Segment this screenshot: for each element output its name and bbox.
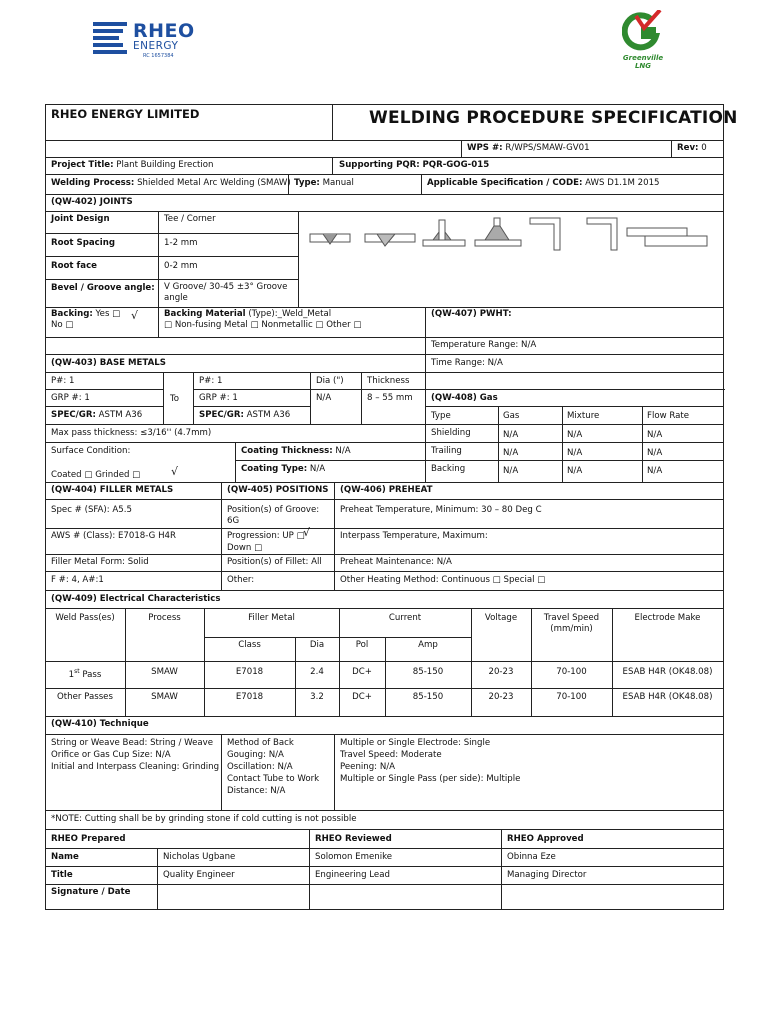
col-electrode-make: Electrode Make: [634, 613, 701, 623]
p-number-2: P#: 1: [199, 376, 223, 386]
surface-options[interactable]: Coated □ Grinded □: [51, 470, 141, 480]
filler-f-number: F #: 4, A#:1: [51, 575, 104, 585]
wps-number: WPS #: R/WPS/SMAW-GV01: [467, 143, 590, 153]
progression-down[interactable]: Down □: [227, 543, 263, 553]
technique-back-method: Method of Back: [227, 738, 294, 748]
signature-label: Signature / Date: [51, 887, 131, 897]
gas-row-trailing: Trailing: [431, 446, 462, 456]
spec-gr-2: SPEC/GR: ASTM A36: [199, 410, 291, 420]
table-cell: 20-23: [488, 692, 514, 702]
technique-heading: (QW-410) Technique: [51, 719, 149, 729]
table-cell: ESAB H4R (OK48.08): [622, 692, 713, 702]
p-number-1: P#: 1: [51, 376, 75, 386]
gas-row-backing: Backing: [431, 464, 466, 474]
col-filler-metal: Filler Metal: [248, 613, 295, 623]
dia-value: N/A: [316, 393, 332, 403]
surface-condition: Surface Condition:: [51, 446, 131, 456]
grp-number-2: GRP #: 1: [199, 393, 238, 403]
gas-cell: N/A: [567, 466, 583, 476]
root-spacing-label: Root Spacing: [51, 238, 115, 248]
gas-cell: N/A: [647, 466, 663, 476]
col-weld-passes: Weld Pass(es): [55, 613, 115, 623]
cutting-note: *NOTE: Cutting shall be by grinding stone if cold cutting is not possible: [51, 814, 357, 824]
reviewed-signature-field[interactable]: [310, 885, 501, 909]
filler-form: Filler Metal Form: Solid: [51, 557, 149, 567]
col-pol: Pol: [355, 640, 369, 650]
project-title: Project Title: Plant Building Erection: [51, 160, 214, 170]
page-title: WELDING PROCEDURE SPECIFICATION: [369, 108, 738, 128]
technique-oscillation: Oscillation: N/A: [227, 762, 293, 772]
technique-electrode: Multiple or Single Electrode: Single: [340, 738, 491, 748]
pwht-temp-range: Temperature Range: N/A: [431, 340, 537, 350]
welding-process: Welding Process: Shielded Metal Arc Welding (SMAW): [51, 178, 291, 188]
table-cell: 2.4: [310, 667, 324, 677]
table-cell: 85-150: [412, 667, 444, 677]
reviewed-title: Engineering Lead: [315, 870, 390, 880]
positions-heading: (QW-405) POSITIONS: [227, 485, 329, 495]
joints-heading: (QW-402) JOINTS: [51, 197, 133, 207]
root-face-value: 0-2 mm: [164, 261, 198, 271]
applicable-code: Applicable Specification / CODE: AWS D1.1M 2015: [427, 178, 660, 188]
joint-design-value: Tee / Corner: [164, 214, 216, 224]
logo-rc: RC 1657384: [143, 53, 174, 59]
surface-check-icon: √: [171, 465, 179, 478]
spec-gr-1: SPEC/GR: ASTM A36: [51, 410, 143, 420]
pwht-heading: (QW-407) PWHT:: [431, 309, 512, 319]
technique-travel-speed: Travel Speed: Moderate: [340, 750, 442, 760]
supporting-pqr: Supporting PQR: PQR-GOG-015: [339, 160, 490, 170]
technique-passes: Multiple or Single Pass (per side): Multiple: [340, 774, 521, 784]
backing-material-options[interactable]: □ Non-fusing Metal □ Nonmetallic □ Other □: [164, 320, 362, 330]
partner-sub: LNG: [634, 62, 652, 70]
gas-heading: (QW-408) Gas: [431, 393, 498, 403]
root-face-label: Root face: [51, 261, 97, 271]
table-cell: 85-150: [412, 692, 444, 702]
col-dia: Dia: [309, 640, 325, 650]
filler-spec: Spec # (SFA): A5.5: [51, 505, 132, 515]
technique-contact-tube: Contact Tube to Work: [227, 774, 320, 784]
prepared-signature-field[interactable]: [158, 885, 309, 909]
filler-heading: (QW-404) FILLER METALS: [51, 485, 174, 495]
progression-check-icon: √: [303, 526, 311, 539]
gas-cell: N/A: [503, 466, 519, 476]
table-cell: E7018: [235, 692, 264, 702]
table-cell: 20-23: [488, 667, 514, 677]
bevel-label: Bevel / Groove angle:: [51, 283, 155, 293]
filler-aws-class: AWS # (Class): E7018-G H4R: [51, 531, 176, 541]
coating-thickness: Coating Thickness: N/A: [241, 446, 351, 456]
gas-cell: N/A: [647, 448, 663, 458]
col-travel-speed: Travel Speed (mm/min): [543, 613, 600, 634]
grp-number-1: GRP #: 1: [51, 393, 90, 403]
table-cell: 3.2: [310, 692, 324, 702]
joint-design-label: Joint Design: [51, 214, 110, 224]
table-cell: E7018: [235, 667, 264, 677]
root-spacing-value: 1-2 mm: [164, 238, 198, 248]
base-metals-heading: (QW-403) BASE METALS: [51, 358, 166, 368]
prepared-heading: RHEO Prepared: [51, 834, 126, 844]
approved-name: Obinna Eze: [507, 852, 556, 862]
gas-row-shielding: Shielding: [431, 428, 471, 438]
technique-gouging: Gouging: N/A: [227, 750, 284, 760]
technique-distance: Distance: N/A: [227, 786, 286, 796]
table-cell: SMAW: [151, 692, 178, 702]
welding-type: Type: Manual: [294, 178, 354, 188]
bevel-value: V Groove/ 30-45 ±3° Groove angle: [164, 282, 288, 303]
progression-up[interactable]: Progression: UP □: [227, 531, 305, 541]
table-cell: ESAB H4R (OK48.08): [622, 667, 713, 677]
gas-header-flow-rate: Flow Rate: [647, 411, 690, 421]
table-row-other-passes: Other Passes: [57, 692, 113, 702]
table-cell: SMAW: [151, 667, 178, 677]
col-amp: Amp: [418, 640, 438, 650]
technique-cleaning: Initial and Interpass Cleaning: Grinding: [51, 762, 220, 772]
table-cell: 70-100: [556, 692, 587, 702]
coating-type: Coating Type: N/A: [241, 464, 326, 474]
title-label: Title: [51, 870, 73, 880]
fillet-position: Position(s) of Fillet: All: [227, 557, 322, 567]
greenville-logo: [618, 10, 668, 72]
backing-no[interactable]: No □: [51, 320, 74, 330]
preheat-min-temp: Preheat Temperature, Minimum: 30 – 80 Deg C: [340, 505, 542, 515]
gas-cell: N/A: [503, 448, 519, 458]
col-process: Process: [148, 613, 181, 623]
approved-title: Managing Director: [507, 870, 587, 880]
backing-material: Backing Material (Type):_Weld_Metal: [164, 309, 332, 319]
gas-header-type: Type: [431, 411, 451, 421]
prepared-title: Quality Engineer: [163, 870, 235, 880]
max-pass-thickness: Max pass thickness: ≤3/16'' (4.7mm): [51, 428, 212, 438]
table-cell: DC+: [352, 692, 372, 702]
table-cell: DC+: [352, 667, 372, 677]
backing-field[interactable]: Backing: Yes □: [51, 309, 121, 319]
approved-heading: RHEO Approved: [507, 834, 584, 844]
gas-header-gas: Gas: [503, 411, 520, 421]
preheat-heading: (QW-406) PREHEAT: [340, 485, 433, 495]
rheo-logo-icon: [93, 22, 127, 58]
rheo-logo: [93, 20, 193, 62]
thickness-label: Thickness: [367, 376, 410, 386]
position-other: Other:: [227, 575, 255, 585]
table-row-first-pass: 1st Pass: [68, 668, 102, 680]
interpass-temp: Interpass Temperature, Maximum:: [340, 531, 488, 541]
col-class: Class: [238, 640, 261, 650]
revision: Rev: 0: [677, 143, 707, 153]
gas-header-mixture: Mixture: [567, 411, 600, 421]
table-cell: 70-100: [556, 667, 587, 677]
reviewed-heading: RHEO Reviewed: [315, 834, 392, 844]
electrical-heading: (QW-409) Electrical Characteristics: [51, 594, 221, 604]
logo-brand: RHEO: [133, 20, 195, 42]
technique-orifice: Orifice or Gas Cup Size: N/A: [51, 750, 171, 760]
technique-bead: String or Weave Bead: String / Weave: [51, 738, 214, 748]
partner-name: Greenville: [622, 54, 664, 62]
dia-label: Dia ("): [316, 376, 344, 386]
gas-cell: N/A: [567, 448, 583, 458]
prepared-name: Nicholas Ugbane: [163, 852, 236, 862]
preheat-maintenance: Preheat Maintenance: N/A: [340, 557, 452, 567]
backing-check-icon: √: [131, 309, 139, 322]
joint-design-sketches: [305, 212, 720, 267]
approved-signature-field[interactable]: [502, 885, 723, 909]
to-label: To: [170, 394, 180, 404]
thickness-value: 8 – 55 mm: [367, 393, 413, 403]
greenville-logo-icon: [622, 10, 664, 54]
company-name: RHEO ENERGY LIMITED: [51, 107, 200, 121]
logo-sub: ENERGY: [133, 40, 179, 52]
pwht-time-range: Time Range: N/A: [431, 358, 503, 368]
col-current: Current: [388, 613, 422, 623]
technique-peening: Peening: N/A: [340, 762, 396, 772]
name-label: Name: [51, 852, 79, 862]
reviewed-name: Solomon Emenike: [315, 852, 393, 862]
groove-position: Position(s) of Groove: 6G: [227, 505, 320, 526]
gas-cell: N/A: [647, 430, 663, 440]
gas-cell: N/A: [503, 430, 519, 440]
gas-cell: N/A: [567, 430, 583, 440]
other-heating-method[interactable]: Other Heating Method: Continuous □ Special □: [340, 575, 546, 585]
col-voltage: Voltage: [484, 613, 518, 623]
